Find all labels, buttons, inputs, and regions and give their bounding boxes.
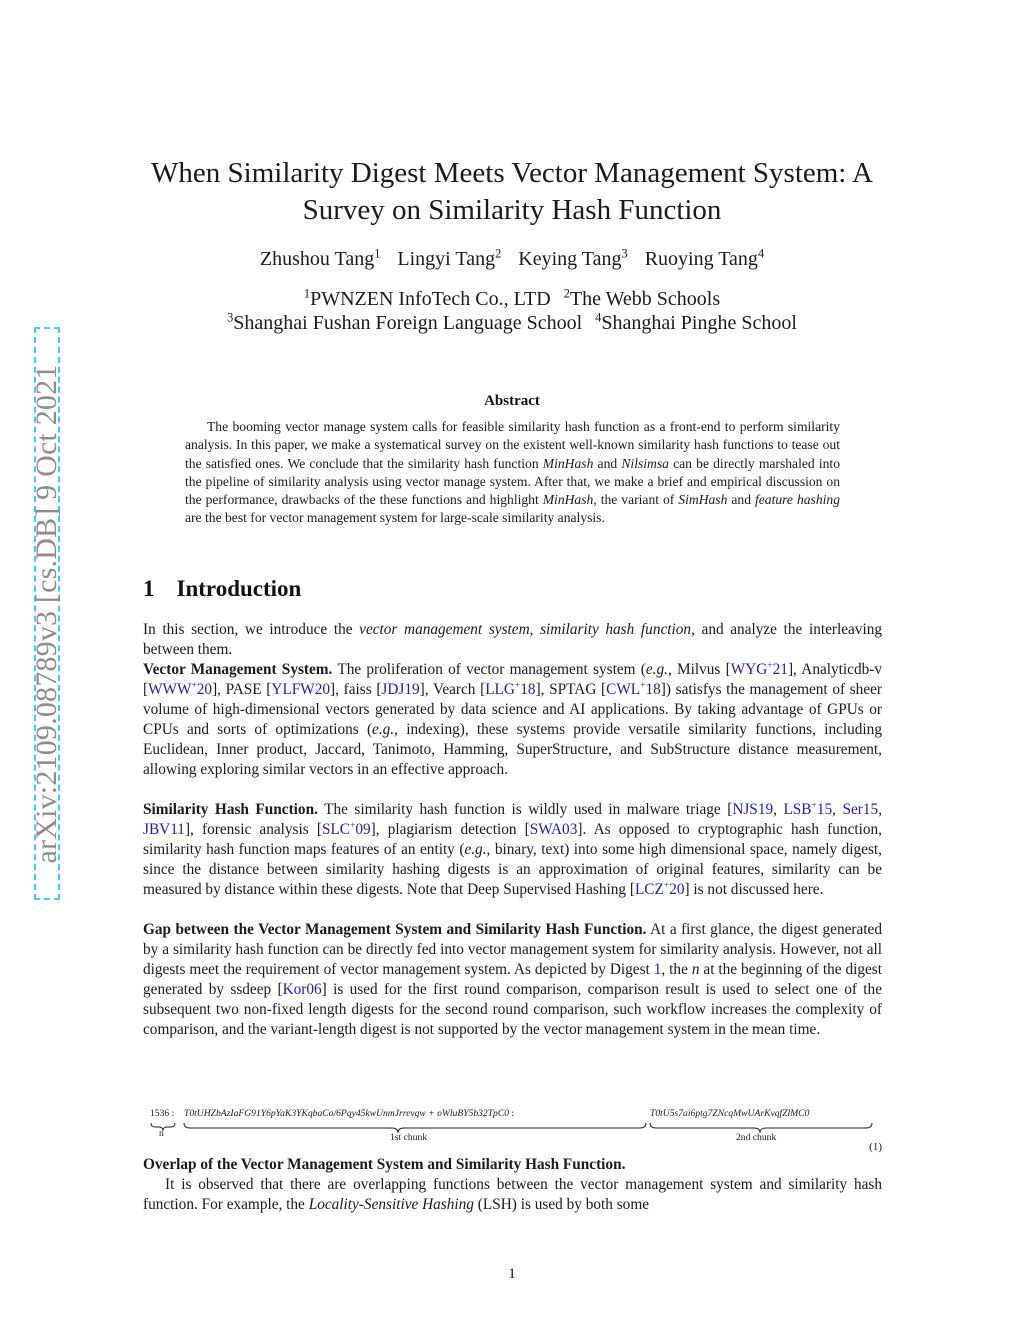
label-1st-chunk: 1st chunk (390, 1132, 428, 1143)
abstract-body: The booming vector manage system calls for feasible similarity hash function as a front-end to perform similarity analysis. In this paper, we make a systematical survey on the existent well-known similarity hash functions to tease out the satisfied ones. We conclude that the similarity hash function MinHash and Nilsimsa can be directly marshaled into the pipeline of similarity analysis using vector manage system. After that, we make a brief and empirical discussion on the performance, drawbacks of the these functions and highlight MinHash, the variant of SimHash and feature hashing are the best for vector management system for large-scale similarity analysis. (185, 419, 840, 526)
affiliation-line-2 (120, 312, 904, 335)
citation-link[interactable]: WYG+21 (730, 660, 788, 678)
intro-paragraph: In this section, we introduce the vector management system, similarity hash function, and analyze the interleaving between them. (143, 621, 882, 658)
digest-chunk-1: T0tUHZbAzIaFG91Y6pYaK3YKqbaCo/6Pqy45kwUnmJrrevqw + oWluBY5b32TpC0 : (184, 1108, 515, 1119)
affiliation: $^4$Shanghai Pinghe School (595, 310, 797, 334)
citation-link[interactable]: Kor06 (282, 981, 322, 998)
citation-link[interactable]: SLC+09 (321, 820, 371, 838)
arxiv-id: arXiv:2109.08789v3 [cs.DB] 9 Oct 2021 (30, 363, 63, 864)
digest-equation (150, 1108, 890, 1158)
digest-n: 1536 : (150, 1108, 175, 1119)
citation-link[interactable]: JDJ19 (381, 681, 420, 698)
title-line-2: Survey on Similarity Hash Function (302, 194, 722, 226)
affiliation: $^2$The Webb Schools (563, 286, 721, 310)
citation-link[interactable]: NJS19 (732, 801, 774, 818)
author: Lingyi Tang$^2$ (397, 246, 502, 270)
arxiv-stamp[interactable] (30, 327, 63, 900)
citation-link[interactable]: LSB+15 (783, 800, 833, 818)
gap-paragraph: Gap between the Vector Management System and Similarity Hash Function. At a first glance, the digest generated by a similarity hash function can be directly fed into vector management system for similarity analysis. However, not all digests meet the requirement of vector management system. As depicted by Digest 1, the n at the beginning of the digest generated by ssdeep [Kor06] is used for the first round comparison, comparison result is used to select one of the subsequent two non-fixed length digests for the second round comparison, such workflow increases the complexity of comparison, and the variant-length digest is not supported by the vector management system in the mean time. (143, 921, 882, 1038)
citation-link[interactable]: Ser15 (842, 801, 879, 818)
paragraph-heading: Similarity Hash Function. (143, 801, 318, 818)
affiliation-line-1 (120, 288, 904, 311)
title-line-1: When Similarity Digest Meets Vector Management System: A (151, 157, 873, 189)
citation-link[interactable]: LCZ+20 (634, 880, 685, 898)
author: Ruoying Tang$^4$ (644, 246, 765, 270)
digest-chunk-2: T0tU5s7ai6ptg7ZNcqMwUArKvqfZlMC0 (650, 1108, 810, 1119)
label-n: n (159, 1128, 164, 1139)
equation-link[interactable]: 1 (653, 961, 662, 978)
section-heading (143, 576, 301, 602)
paragraph-heading: Gap between the Vector Management System and Similarity Hash Function. (143, 921, 647, 938)
author: Zhushou Tang$^1$ (259, 246, 381, 270)
citation-link[interactable]: LLG+18 (485, 680, 536, 698)
affiliation: $^1$PWNZEN InfoTech Co., LTD (303, 286, 551, 310)
citation-link[interactable]: CWL+18 (606, 680, 661, 698)
vms-paragraph: Vector Management System. The proliferation of vector management system (e.g., Milvus [WYG+21], Analyticdb-v [WWW+20], PASE [YLFW20], faiss [JDJ19], Vearch [LLG+18], SPTAG [CWL+18]) satisfys the management of sheer volume of high-dimensional vectors generated by data science and AI applications. By taking advantage of GPUs or CPUs and sorts of optimizations (e.g., indexing), these systems provide versatile similarity functions, including Euclidean, Inner product, Jaccard, Tanimoto, Hamming, SuperStructure, and SubStructure distance measurement, allowing exploring similar vectors in an effective approach. (143, 660, 882, 778)
overlap-heading: Overlap of the Vector Management System and Similarity Hash Function. (143, 1156, 626, 1173)
equation-number: (1) (869, 1141, 882, 1153)
section-title: Introduction (176, 576, 302, 601)
affiliation: $^3$Shanghai Fushan Foreign Language School (227, 310, 583, 334)
citation-link[interactable]: JBV11 (143, 821, 185, 838)
author: Keying Tang$^3$ (518, 246, 628, 270)
paper-title (120, 155, 904, 229)
citation-link[interactable]: SWA03 (529, 821, 578, 838)
paragraph-heading: Vector Management System. (143, 661, 333, 678)
citation-link[interactable]: YLFW20 (271, 681, 331, 698)
page-number: 1 (508, 1266, 516, 1282)
abstract-heading: Abstract (484, 393, 540, 409)
overlap-paragraph: It is observed that there are overlapping functions between the vector management system and similarity hash function. For example, the Locality-Sensitive Hashing (LSH) is used by both some (143, 1176, 882, 1213)
section-number: 1 (143, 576, 155, 601)
citation-link[interactable]: WWW+20 (148, 680, 213, 698)
author-list (120, 248, 904, 271)
shf-paragraph: Similarity Hash Function. The similarity hash function is wildly used in malware triage [NJS19, LSB+15, Ser15, JBV11], forensic analysis [SLC+09], plagiarism detection [SWA03]. As opposed to cryptographic hash function, similarity hash function maps features of an entity (e.g., binary, text) into some high dimensional space, namely digest, since the distance between similarity hashing digests is an approximation of original features, similarity can be measured by distance within these digests. Note that Deep Supervised Hashing [LCZ+20] is not discussed here. (143, 800, 883, 898)
label-2nd-chunk: 2nd chunk (736, 1132, 777, 1143)
